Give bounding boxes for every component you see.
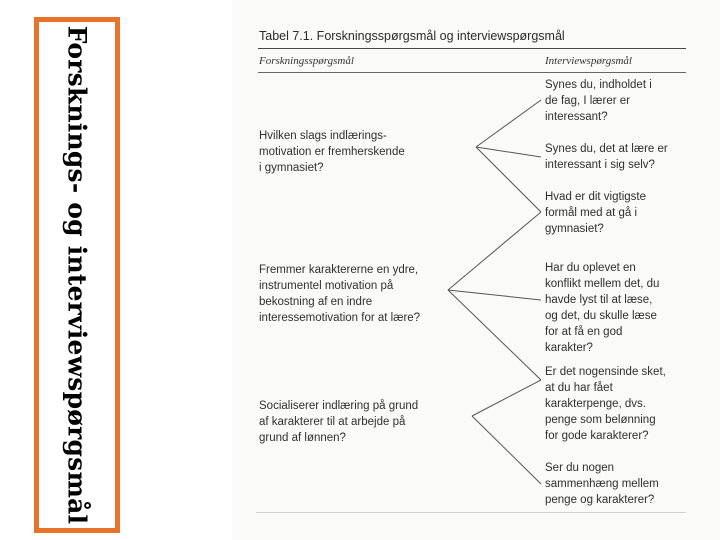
connector-r1-i3 — [476, 147, 541, 212]
connector-r3-i6 — [472, 416, 541, 484]
slide-title: Forsknings- og interviewspørgsmål — [62, 25, 92, 525]
research-question-3: Socialiserer indlæring på grund af karakterer til at arbejde på grund af lønnen? — [259, 400, 419, 444]
column-header-research: Forskningsspørgsmål — [259, 55, 354, 67]
interview-question-4: Har du oplevet en konflikt mellem det, du havde lyst til at læse, og det, du skulle læse for at få en god karakter? — [545, 262, 660, 354]
column-header-interview: Interviewspørgsmål — [545, 55, 632, 67]
connector-r1-i1 — [476, 100, 541, 147]
interview-question-3: Hvad er dit vigtigste formål med at gå i gymnasiet? — [545, 191, 646, 235]
connector-r2-i3 — [448, 212, 541, 290]
connector-r3-i5 — [472, 380, 541, 416]
interview-question-5: Er det nogensinde sket, at du har fået karakterpenge, dvs. penge som belønning for gode karakterer? — [545, 366, 666, 442]
connector-r2-i5 — [448, 290, 541, 380]
connector-r2-i4 — [448, 290, 541, 300]
research-question-1: Hvilken slags indlærings- motivation er fremherskende i gymnasiet? — [259, 130, 405, 174]
interview-question-6: Ser du nogen sammenhæng mellem penge og karakterer? — [545, 462, 659, 506]
connector-r1-i2 — [476, 147, 541, 157]
interview-question-1: Synes du, indholdet i de fag, I lærer er interessant? — [545, 79, 652, 123]
interview-question-2: Synes du, det at lære er interessant i sig selv? — [545, 143, 668, 171]
table-title: Tabel 7.1. Forskningsspørgsmål og interviewspørgsmål — [259, 29, 565, 43]
research-question-2: Fremmer karaktererne en ydre, instrumentel motivation på bekostning af en indre interessemotivation for at lære? — [259, 264, 421, 324]
